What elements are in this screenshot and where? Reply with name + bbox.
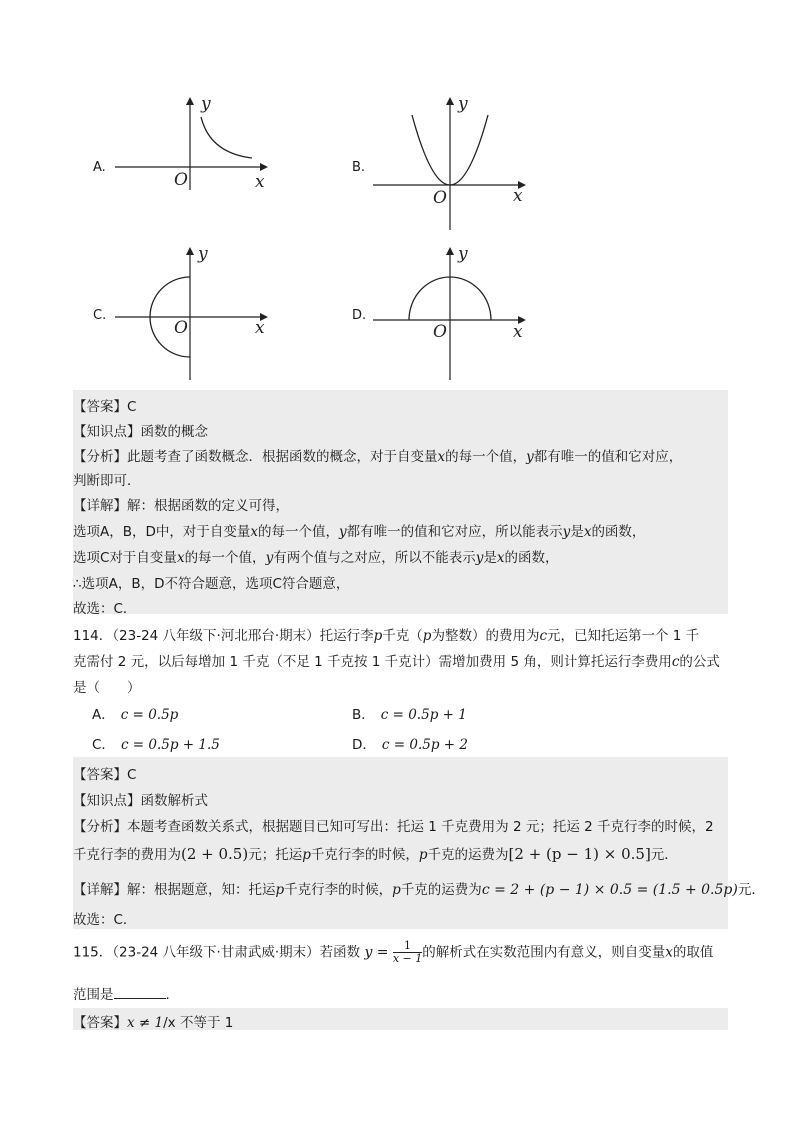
- q113-analysis-line-1: [73, 445, 682, 465]
- analysis-text: 千克的运费为: [427, 847, 509, 863]
- analysis-text: 本题考查函数关系式，根据题目已知可写出：托运 1 千克费用为 2 元；托运 2 千克行李的时候，2: [127, 819, 714, 835]
- q115-stem-line-2: [73, 983, 179, 1003]
- detail-text: ∴选项A，B，D不符合题意，选项C符合题意，: [73, 576, 350, 592]
- question-source: （23-24 八年级下·甘肃武威·期末）: [112, 944, 320, 961]
- answer-text: /x 不等于 1: [163, 1015, 234, 1031]
- detail-text: 的每一个值，: [258, 524, 340, 540]
- var-p: p: [418, 847, 428, 863]
- q114-option-b[interactable]: [352, 703, 467, 723]
- var-c: c: [539, 628, 548, 644]
- y-arrow: [186, 247, 194, 255]
- var-y: y: [562, 524, 571, 540]
- question-number: 114．: [73, 628, 113, 644]
- answer-tag: 【答案】: [73, 399, 127, 415]
- graph-b: [370, 95, 530, 239]
- stem-text: 范围是: [73, 987, 114, 1003]
- math-expression: c = 2 + (p − 1) × 0.5 = (1.5 + 0.5p): [481, 882, 738, 898]
- detail-text: 的函数，: [504, 550, 559, 566]
- q114-detail-line-2: [73, 908, 136, 928]
- q113-answer-line: [73, 395, 136, 415]
- stem-text: 千克（: [382, 628, 423, 644]
- stem-text: 托运行李: [319, 628, 374, 644]
- detail-text: 是: [483, 550, 497, 566]
- y-arrow: [186, 97, 194, 105]
- detail-text: 都有唯一的值和它对应，所以能表示: [346, 524, 563, 540]
- option-letter: B．: [352, 707, 375, 723]
- var-y: y: [339, 524, 347, 540]
- stem-text: 为整数）的费用为: [431, 628, 540, 644]
- detail-text: 故选：C．: [73, 601, 137, 617]
- q113-detail-line-5: [73, 597, 136, 617]
- stem-text: 的公式: [679, 654, 720, 670]
- analysis-text: 千克行李的费用为: [73, 847, 181, 863]
- y-label: y: [458, 94, 468, 114]
- detail-text: 的函数，: [591, 524, 646, 540]
- graph-c: [110, 245, 270, 389]
- analysis-tag: 【分析】: [73, 819, 127, 835]
- q114-stem-line-2: [73, 650, 720, 670]
- stem-text: 克需付 2 元，以后每增加 1 千克（不足 1 千克按 1 千克计）需增加费用 5 角，则计算托运行李费用: [73, 654, 672, 670]
- q114-analysis-line-1: [73, 815, 714, 835]
- var-x: x: [583, 524, 592, 540]
- var-x: x: [437, 449, 446, 465]
- detail-text: 有两个值与之对应，所以不能表示: [273, 550, 476, 566]
- question-source: （23-24 八年级下·河北邢台·期末）: [112, 628, 320, 644]
- answer-tag: 【答案】: [73, 767, 127, 783]
- detail-text: 千克行李的时候，: [284, 882, 393, 898]
- q113-detail-line-2: [73, 520, 645, 540]
- x-label: x: [255, 318, 265, 338]
- option-formula: c = 0.5p: [120, 707, 179, 723]
- var-x: x: [665, 944, 673, 961]
- detail-text: 选项C对于自变量: [73, 550, 177, 566]
- var-x: x: [496, 550, 505, 566]
- q114-stem-line-1: [73, 624, 699, 644]
- var-p: p: [302, 847, 311, 863]
- y-label: y: [201, 94, 211, 114]
- option-letter: A．: [92, 707, 115, 723]
- var-p: p: [373, 628, 383, 644]
- detail-text: 千克的运费为: [400, 882, 482, 898]
- option-formula: c = 0.5p + 1: [380, 707, 467, 723]
- q114-option-c[interactable]: [92, 733, 220, 753]
- knowledge-value: 函数的概念: [140, 424, 208, 440]
- detail-text: 解：根据函数的定义可得，: [127, 498, 289, 514]
- detail-text: 选项A，B，D中，对于自变量: [73, 524, 251, 540]
- var-p: p: [275, 882, 285, 898]
- analysis-text: 元；托运: [248, 847, 303, 863]
- stem-text: 若函数: [319, 944, 361, 961]
- option-formula: c = 0.5p + 1.5: [120, 737, 220, 753]
- option-b-label: B.: [352, 160, 366, 175]
- answer-blank[interactable]: [114, 986, 166, 999]
- analysis-text: 此题考查了函数概念．根据函数的概念，对于自变量: [127, 449, 438, 465]
- q113-knowledge-line: [73, 420, 208, 440]
- x-arrow: [260, 163, 268, 171]
- graph-a: [110, 95, 270, 199]
- knowledge-tag: 【知识点】: [73, 424, 141, 440]
- analysis-tag: 【分析】: [73, 449, 127, 465]
- q113-detail-line-4: [73, 572, 349, 592]
- var-p: p: [422, 628, 432, 644]
- option-letter: C．: [92, 737, 115, 753]
- stem-text: 元，已知托运第一个 1 千: [547, 628, 700, 644]
- option-formula: c = 0.5p + 2: [381, 737, 468, 753]
- analysis-text: 的每一个值，: [445, 449, 527, 465]
- q115-answer-line: [73, 1011, 233, 1031]
- var-c: c: [671, 654, 680, 670]
- q114-stem-line-3: [73, 676, 141, 696]
- detail-text: 是: [570, 524, 584, 540]
- stem-text: 的解析式在实数范围内有意义，则自变量: [422, 944, 666, 961]
- q114-analysis-line-2: [73, 843, 678, 863]
- y-arrow: [446, 247, 454, 255]
- answer-value: C: [127, 767, 137, 783]
- origin-label: O: [174, 170, 188, 190]
- graph-d: [370, 245, 530, 389]
- analysis-text: 元．: [650, 847, 678, 863]
- detail-tag: 【详解】: [73, 882, 127, 898]
- q114-detail-line-1: [73, 878, 765, 898]
- y-arrow: [446, 97, 454, 105]
- origin-label: O: [433, 322, 447, 342]
- analysis-text: 都有唯一的值和它对应，: [533, 449, 683, 465]
- var-x: x: [176, 550, 185, 566]
- y-label: y: [458, 244, 468, 264]
- y-label: y: [198, 244, 208, 264]
- fraction-numerator: 1: [393, 940, 422, 953]
- var-x: x: [250, 524, 259, 540]
- hyperbola-curve: [201, 117, 252, 158]
- function-lhs: y =: [364, 944, 389, 961]
- x-label: x: [513, 322, 523, 342]
- q113-analysis-line-2: [73, 469, 141, 489]
- q114-answer-line: [73, 763, 136, 783]
- detail-text: 元．: [737, 882, 765, 898]
- x-label: x: [255, 172, 265, 192]
- option-d-label: D.: [352, 308, 367, 323]
- answer-tag: 【答案】: [73, 1015, 127, 1031]
- q115-stem-line-1: [73, 940, 713, 965]
- origin-label: O: [174, 318, 188, 338]
- detail-tag: 【详解】: [73, 498, 127, 514]
- var-p: p: [392, 882, 401, 898]
- q114-option-a[interactable]: [92, 703, 178, 723]
- detail-text: 的每一个值，: [184, 550, 266, 566]
- stem-text: 的取值: [672, 944, 714, 961]
- option-letter: D．: [352, 737, 376, 753]
- option-c-label: C.: [93, 308, 107, 323]
- answer-value: C: [127, 399, 137, 415]
- detail-text: 解：根据题意，知：托运: [127, 882, 276, 898]
- origin-label: O: [433, 188, 447, 208]
- q114-knowledge-line: [73, 789, 208, 809]
- x-label: x: [513, 186, 523, 206]
- function-fraction: [393, 940, 422, 965]
- analysis-text: 判断即可．: [73, 473, 141, 489]
- knowledge-tag: 【知识点】: [73, 793, 141, 809]
- math-expression: [2 + (p − 1) × 0.5]: [508, 845, 651, 863]
- option-a-label: A.: [93, 160, 106, 175]
- var-y: y: [475, 550, 484, 566]
- detail-text: 故选：C．: [73, 912, 137, 928]
- knowledge-value: 函数解析式: [140, 793, 208, 809]
- var-y: y: [526, 449, 534, 465]
- q114-option-d[interactable]: [352, 733, 468, 753]
- question-number: 115．: [73, 944, 113, 961]
- q113-detail-line-3: [73, 546, 558, 566]
- var-y: y: [265, 550, 274, 566]
- answer-math: x ≠ 1: [127, 1015, 164, 1031]
- fraction-denominator: x − 1: [392, 952, 423, 965]
- math-expression: (2 + 0.5): [181, 845, 249, 863]
- analysis-text: 千克行李的时候，: [310, 847, 419, 863]
- stem-text: 是（ ）: [73, 680, 141, 696]
- stem-text: ．: [165, 987, 179, 1003]
- q113-detail-line-1: [73, 494, 289, 514]
